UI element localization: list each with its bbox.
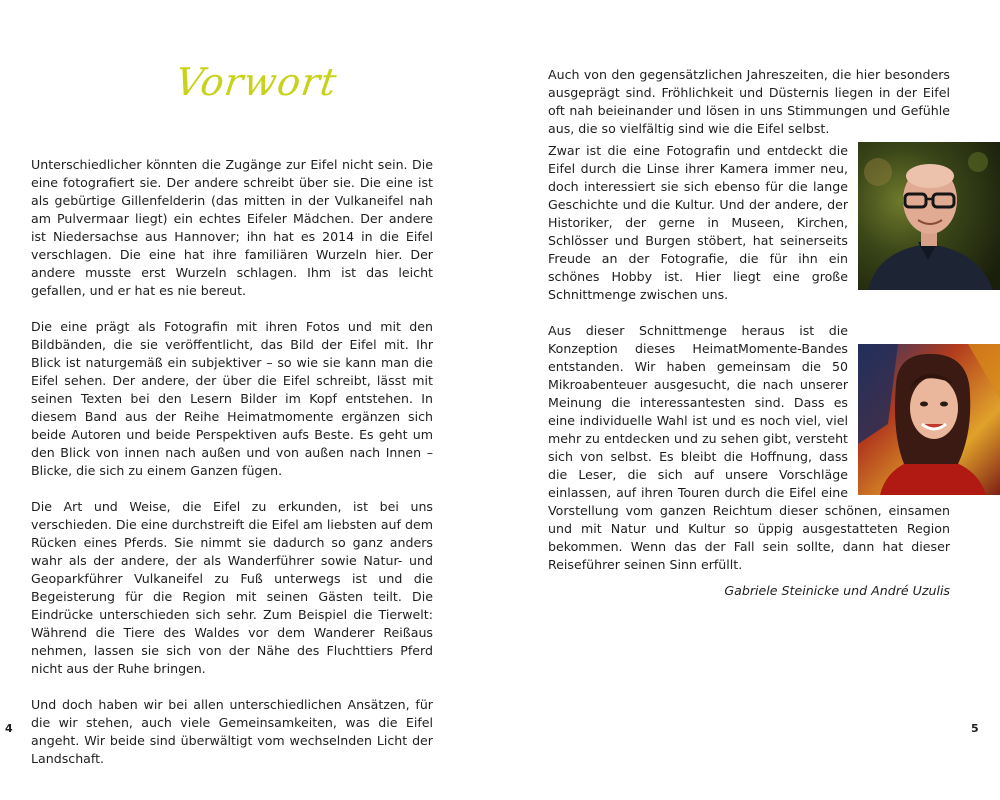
page-number: 5 xyxy=(971,722,979,735)
page-title: Vorwort xyxy=(172,60,340,104)
author-photo-man xyxy=(858,142,1000,290)
right-text-column xyxy=(548,66,950,600)
right-page xyxy=(500,0,1000,800)
portrait-woman-image xyxy=(858,344,1000,495)
portrait-man-image xyxy=(858,142,1000,290)
left-text-column xyxy=(31,156,433,786)
paragraph: Aus dieser Schnittmenge heraus ist die Konzeption dieses HeimatMomente-Bandes entstanden. Wir haben gemeinsam die 50 Mikroabenteuer ausgesucht, die nach unserer Meinung die interessantesten sind. Dass es eine individuelle Wahl ist und es noch viel, viel mehr zu entdecken und zu sehen gibt, versteht sich von selbst. Es bleibt die Hoffnung, dass die Leser, die sich auf unsere Vorschläge einlassen, auf ihren Touren durch die Eifel eine Vorstellung vom ganzen Reichtum dieser schönen, einsamen und mit Natur und Kultur so üppig ausgestatteten Region bekommen. Wenn das der Fall sein sollte, dann hat dieser Reiseführer seinen Sinn erfüllt. xyxy=(548,323,950,572)
author-photo-woman xyxy=(858,344,1000,495)
paragraph: Und doch haben wir bei allen unterschiedlichen Ansätzen, für die wir stehen, auch viele Gemeinsamkeiten, was die Eifel angeht. Wir beide sind überwältigt vom wechselnden Licht der Landschaft. xyxy=(31,697,433,766)
paragraph: Unterschiedlicher könnten die Zugänge zur Eifel nicht sein. Die eine fotografiert sie. Der andere schreibt über sie. Die eine ist als gebürtige Gillenfelderin (das mitten in der Vulkaneifel nah am Pulvermaar liegt) ein echtes Eifeler Mädchen. Der andere ist Niedersachse aus Hannover; ihn hat es 2014 in die Eifel verschlagen. Die eine hat ihre familiären Wurzeln hier. Der andere musste erst Wurzeln schlagen. Ihm ist das leicht gefallen, und er hat es nie bereut. xyxy=(31,157,433,298)
page-number: 4 xyxy=(5,722,13,735)
signature: Gabriele Steinicke und André Uzulis xyxy=(724,583,950,598)
paragraph: Die Art und Weise, die Eifel zu erkunden, ist bei uns verschieden. Die eine durchstreift die Eifel am liebsten auf dem Rücken eines Pferds. Sie nimmt sie dadurch so ganz anders wahr als der andere, der als Wanderführer sowie Natur- und Geoparkführer Vulkaneifel zu Fuß unterwegs ist und die Begeisterung für die Region mit seinen Gästen teilt. Die Eindrücke unterschieden sich sehr. Zum Beispiel die Tierwelt: Während die Tiere des Waldes vor dem Wanderer Reißaus nehmen, lassen sie sich von der Nähe des Fluchttiers Pferd nicht aus der Ruhe bringen. xyxy=(31,499,433,676)
paragraph: Auch von den gegensätzlichen Jahreszeiten, die hier besonders ausgeprägt sind. Fröhlichkeit und Düsternis liegen in der Eifel oft nah beieinander und lösen in uns Stimmungen und Gefühle aus, die so vielfältig sind wie die Eifel selbst. xyxy=(548,67,950,136)
paragraph: Die eine prägt als Fotografin mit ihren Fotos und mit den Bildbänden, die sie veröffentlicht, das Bild der Eifel mit. Ihr Blick ist naturgemäß ein subjektiver – so wie sie kann man die Eifel sehen. Der andere, der über die Eifel schreibt, lässt mit seinen Texten bei den Lesern Bilder im Kopf entstehen. In diesem Band aus der Reihe Heimatmomente ergänzen sich beide Autoren und beide Perspektiven aufs Beste. Es geht um den Blick von innen nach außen und von außen nach Innen – Blicke, die sich zu einem Ganzen fügen. xyxy=(31,319,433,478)
paragraph: Zwar ist die eine Fotografin und entdeckt die Eifel durch die Linse ihrer Kamera immer neu, doch interessiert sie sich ebenso für die lange Geschichte und die Kultur. Und der andere, der Historiker, der gerne in Museen, Kirchen, Schlösser und Burgen stöbert, hat seinerseits Freude an der Fotografie, die für ihn ein schönes Hobby ist. Hier liegt eine große Schnittmenge zwischen uns. xyxy=(548,143,848,302)
